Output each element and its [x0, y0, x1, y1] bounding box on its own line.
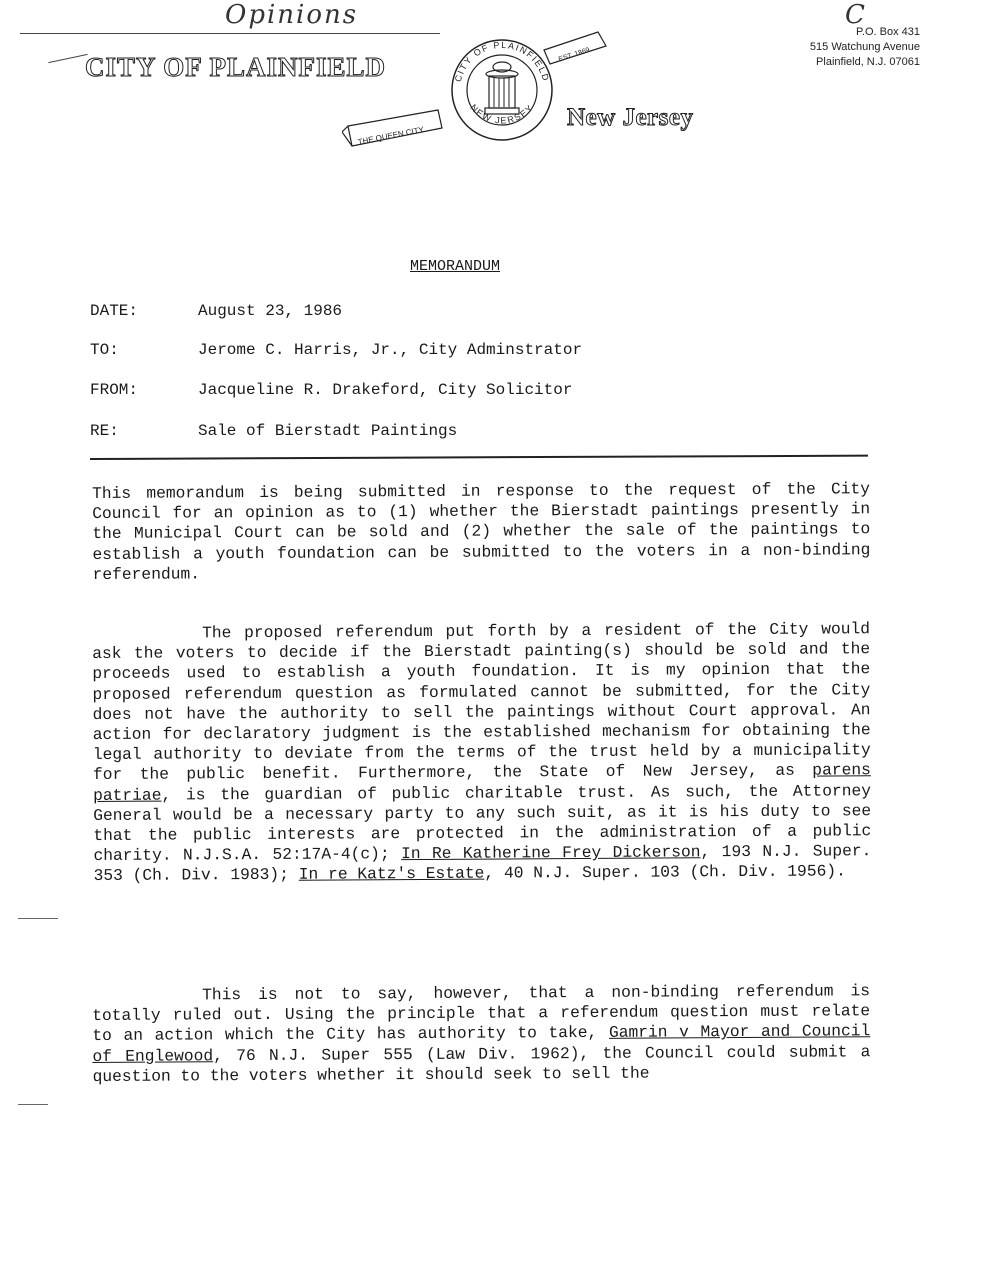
paragraph-1: This memorandum is being submitted in response to the request of the City Council for an opinion as to (1) whether the Bierstadt paintings presently in the Municipal Court can be sold and (2) whether the sale of the paintings to establish a youth foundation can be submitted to the voters in a non-binding referendum.	[92, 479, 871, 584]
letterhead-dash	[48, 54, 87, 63]
paragraph-3	[92, 981, 871, 1087]
from-label: FROM:	[90, 381, 139, 399]
re-value: Sale of Bierstadt Paintings	[198, 422, 458, 440]
re-label: RE:	[90, 422, 119, 440]
paragraph-2-text-b: , is the guardian of public charitable trust. As such, the Attorney General would be a necessary party to any such suit, as it is his duty to see that the public interests are protected in the administration of a public charity. N.J.S.A. 52:17A-4(c);	[93, 780, 872, 866]
paragraph-3-text-a: This is not to say, however, that a non-binding referendum is totally ruled out. Using the principle that a referendum question must relate to an action which the City has authority to take,	[92, 981, 871, 1046]
paragraph-2	[92, 619, 872, 886]
seal-ring-bottom-text: NEW JERSEY	[468, 102, 536, 126]
handwritten-underline	[20, 33, 440, 34]
re-row	[90, 422, 457, 440]
paragraph-3-text-b: , 76 N.J. Super 555 (Law Div. 1962), the Council could submit a question to the voters whether it should seek to sell the	[92, 1041, 871, 1086]
letterhead-address	[810, 25, 920, 70]
handwritten-corner-mark: C	[845, 0, 865, 30]
address-line-1: P.O. Box 431	[855, 26, 920, 38]
address-line-2: 515 Watchung Avenue	[809, 41, 920, 53]
paragraph-2-text-c: , 193 N.J. Super. 353 (Ch. Div. 1983);	[93, 841, 872, 886]
memo-heading: MEMORANDUM	[410, 258, 501, 275]
margin-scan-mark	[18, 1104, 48, 1105]
seal-ring-top-text: CITY OF PLAINFIELD	[452, 39, 552, 83]
from-value: Jacqueline R. Drakeford, City Solicitor	[198, 381, 573, 399]
address-line-3: Plainfield, N.J. 07061	[816, 56, 920, 68]
seal-banner-left	[342, 104, 447, 154]
date-row	[90, 302, 342, 320]
margin-scan-mark	[18, 918, 58, 919]
citation-katz-estate: In re Katz's Estate	[298, 864, 485, 885]
citation-parens-patriae: parens patriae	[92, 760, 871, 805]
to-value: Jerome C. Harris, Jr., City Adminstrator	[198, 341, 583, 359]
city-name-title: CITY OF PLAINFIELD	[85, 52, 387, 82]
header-divider	[90, 455, 868, 460]
paragraph-2-text-d: , 40 N.J. Super. 103 (Ch. Div. 1956).	[484, 861, 846, 884]
seal-banner-left-text: THE QUEEN CITY	[357, 125, 425, 147]
citation-gamrin: Gamrin v Mayor and Council of Englewood	[92, 1021, 871, 1066]
to-row	[90, 341, 582, 359]
from-row	[90, 381, 572, 399]
handwritten-note: Opinions	[225, 0, 359, 30]
seal-banner-right	[540, 28, 610, 68]
citation-dickerson: In Re Katherine Frey Dickerson	[401, 842, 701, 864]
paragraph-2-text-a: The proposed referendum put forth by a resident of the City would ask the voters to decide if the Bierstadt painting(s) should be sold and the proceeds used to establish a youth foundation. It is my opinion that the proposed referendum question as formulated cannot be submitted, for the City does not have the authority to sell the paintings without Court approval. An action for declaratory judgment is the established mechanism for obtaining the legal authority to deviate from the terms of the trust held by a municipality for the public benefit. Furthermore, the State of New Jersey, as	[92, 619, 871, 785]
date-value: August 23, 1986	[198, 302, 343, 320]
seal-banner-right-text: EST. 1869	[557, 46, 591, 64]
to-label: TO:	[90, 341, 119, 359]
date-label: DATE:	[90, 302, 139, 320]
state-name-title: New Jersey	[567, 104, 694, 131]
